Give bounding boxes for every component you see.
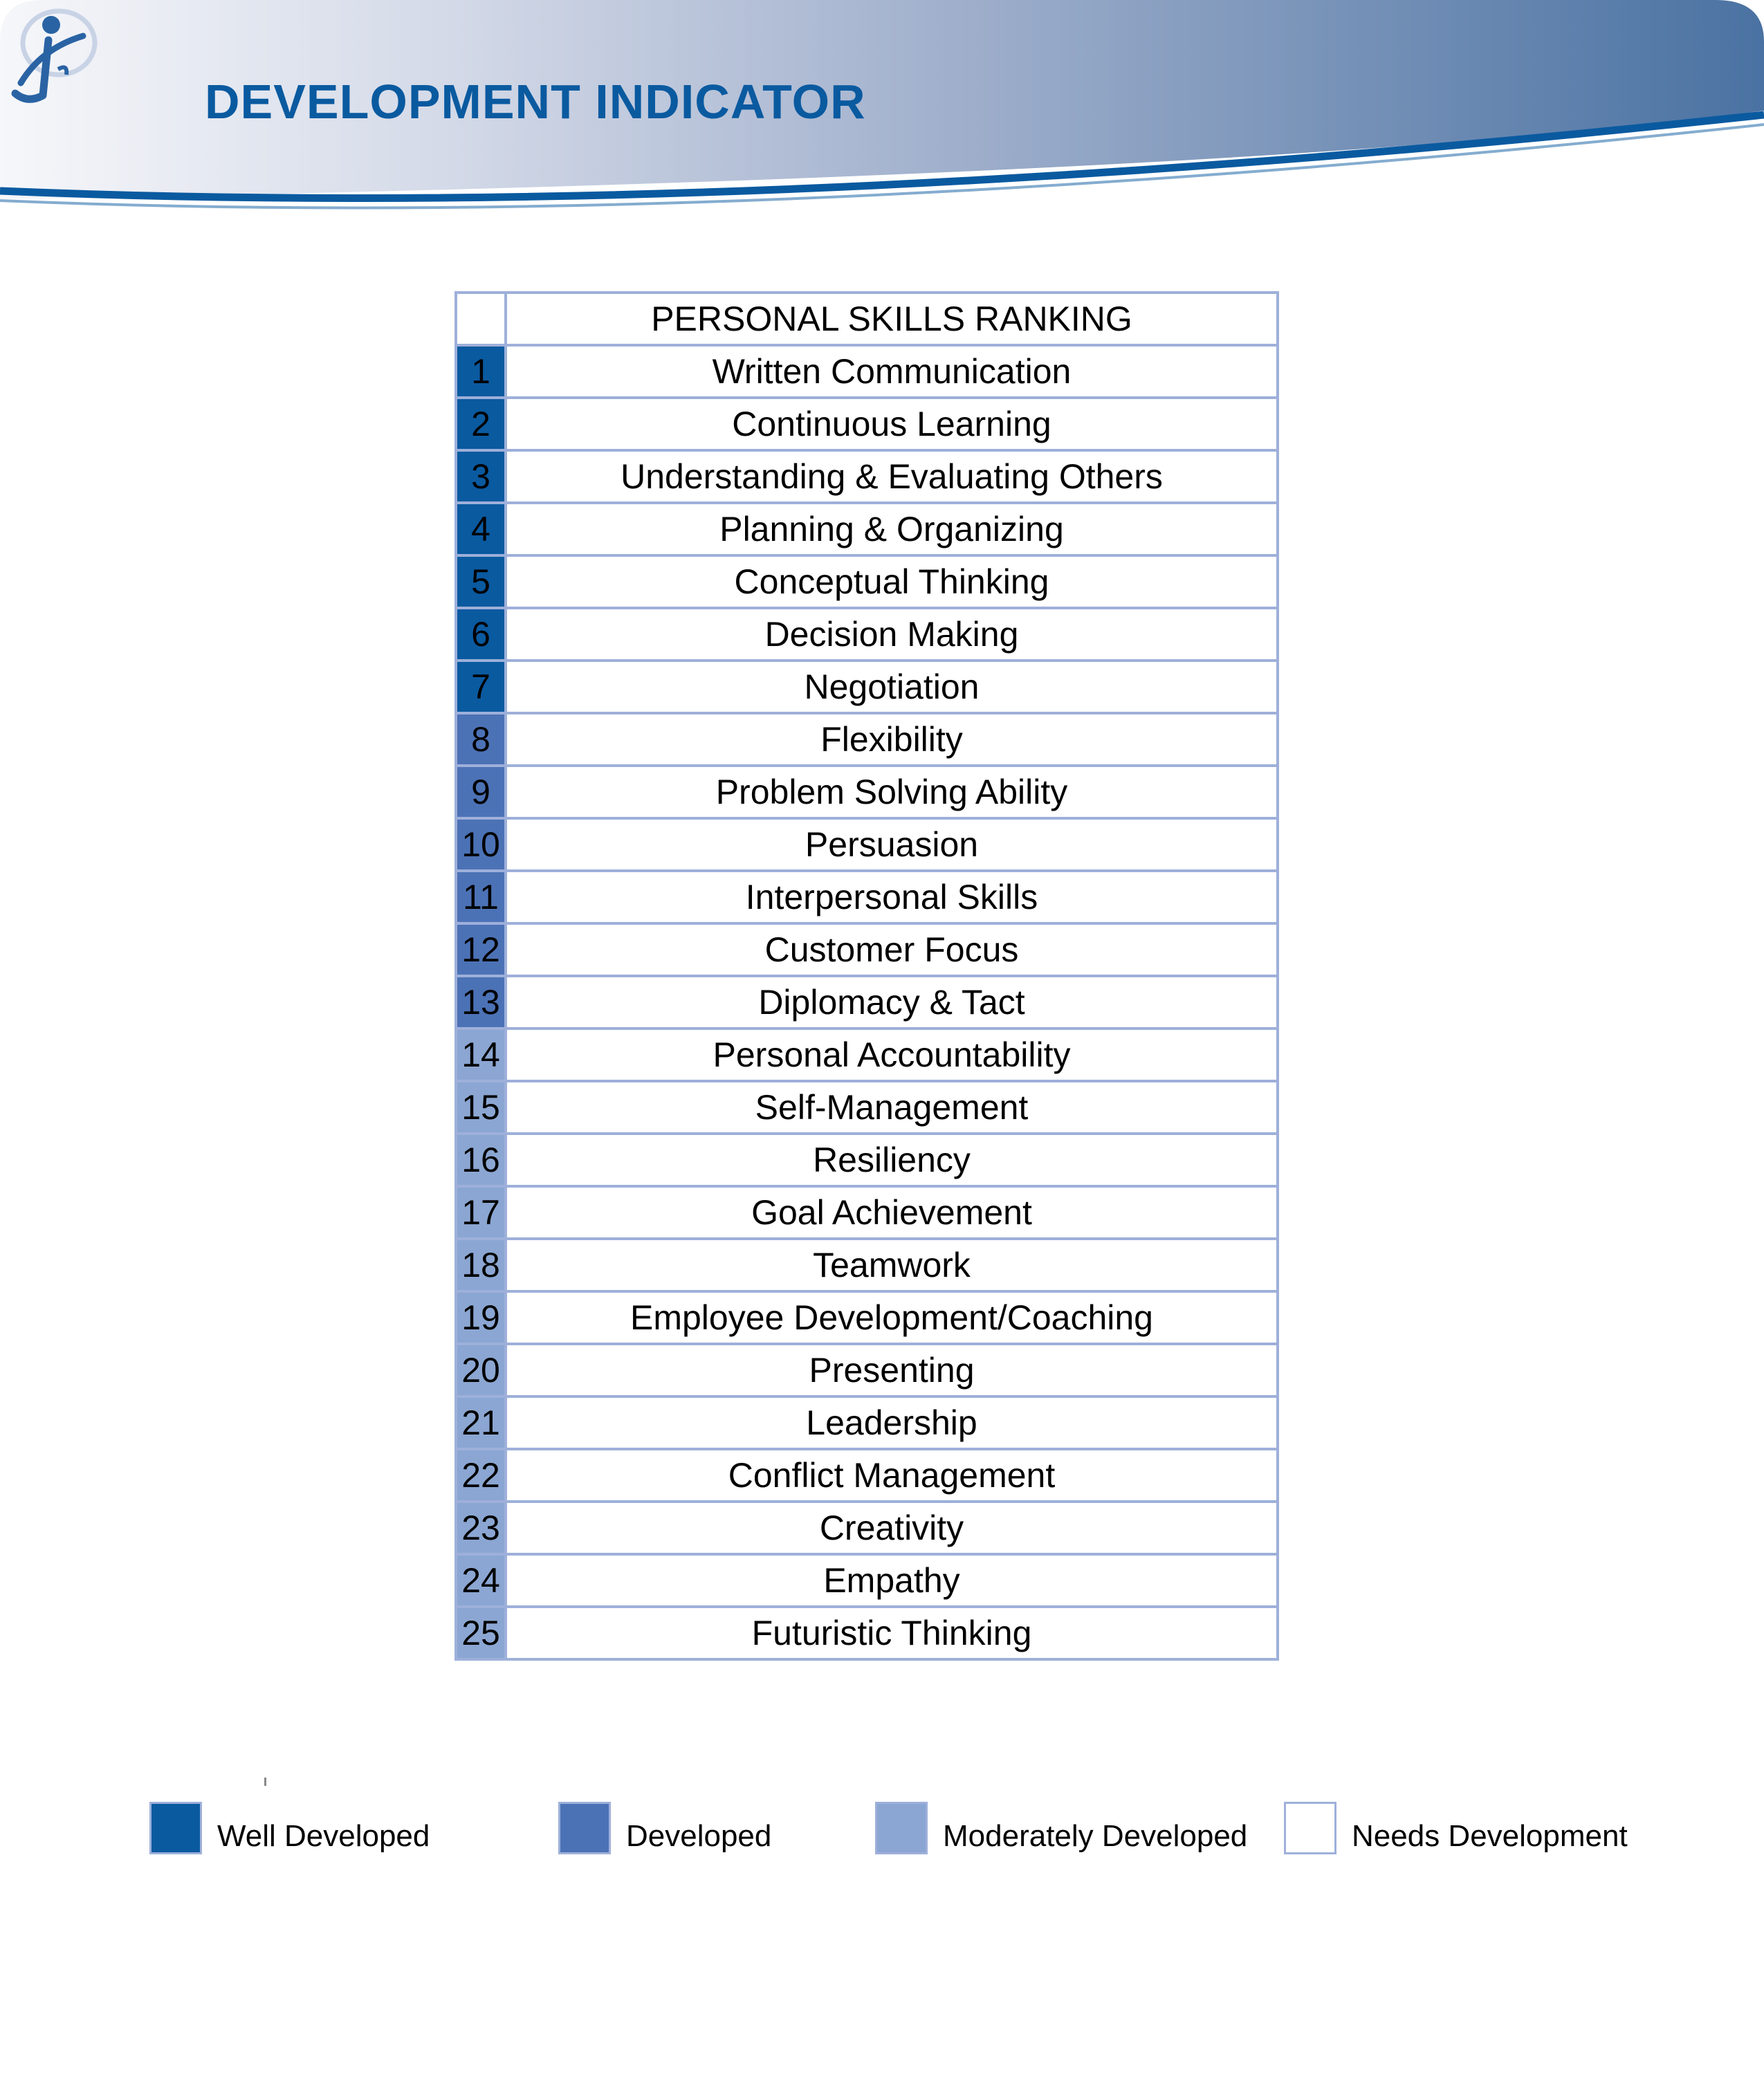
table-row	[456, 713, 1278, 766]
rank-number: 11	[456, 871, 506, 923]
rank-number: 10	[456, 818, 506, 871]
rank-number: 21	[456, 1396, 506, 1449]
legend-label: Well Developed	[217, 1819, 430, 1853]
rank-number: 13	[456, 976, 506, 1029]
rank-number: 18	[456, 1239, 506, 1291]
header-banner	[0, 0, 1764, 235]
skill-name: Conflict Management	[506, 1449, 1278, 1502]
skill-name: Employee Development/Coaching	[506, 1291, 1278, 1344]
skill-name: Creativity	[506, 1502, 1278, 1554]
table-row	[456, 976, 1278, 1029]
rank-number: 24	[456, 1554, 506, 1607]
rank-number: 14	[456, 1029, 506, 1081]
table-row	[456, 1134, 1278, 1186]
skill-name: Goal Achievement	[506, 1186, 1278, 1239]
table-row	[456, 766, 1278, 818]
skills-ranking-table	[454, 291, 1279, 1661]
skill-name: Leadership	[506, 1396, 1278, 1449]
table-row	[456, 503, 1278, 555]
table-row	[456, 398, 1278, 450]
table-row	[456, 555, 1278, 608]
rank-number: 4	[456, 503, 506, 555]
rank-number: 9	[456, 766, 506, 818]
table-row	[456, 1554, 1278, 1607]
table-row	[456, 1239, 1278, 1291]
skill-name: Personal Accountability	[506, 1029, 1278, 1081]
rank-number: 5	[456, 555, 506, 608]
skill-name: Planning & Organizing	[506, 503, 1278, 555]
skill-name: Conceptual Thinking	[506, 555, 1278, 608]
rank-number: 22	[456, 1449, 506, 1502]
skill-name: Teamwork	[506, 1239, 1278, 1291]
skill-name: Negotiation	[506, 661, 1278, 713]
legend-label: Developed	[626, 1819, 772, 1853]
table-row	[456, 1029, 1278, 1081]
skill-name: Resiliency	[506, 1134, 1278, 1186]
table-row	[456, 1396, 1278, 1449]
table-body	[456, 345, 1278, 1659]
divider-tick	[264, 1778, 266, 1786]
table-row	[456, 1449, 1278, 1502]
rank-number: 6	[456, 608, 506, 661]
rank-number: 12	[456, 923, 506, 976]
rank-number: 17	[456, 1186, 506, 1239]
rank-number: 20	[456, 1344, 506, 1396]
table-header: PERSONAL SKILLS RANKING	[506, 293, 1278, 345]
table-row	[456, 450, 1278, 503]
rank-number: 16	[456, 1134, 506, 1186]
table-row	[456, 1344, 1278, 1396]
rank-header-cell	[456, 293, 506, 345]
skill-name: Presenting	[506, 1344, 1278, 1396]
figure-logo-icon	[0, 0, 104, 111]
rank-number: 1	[456, 345, 506, 398]
skill-name: Interpersonal Skills	[506, 871, 1278, 923]
skill-name: Empathy	[506, 1554, 1278, 1607]
table-row	[456, 661, 1278, 713]
skill-name: Self-Management	[506, 1081, 1278, 1134]
rank-number: 8	[456, 713, 506, 766]
legend-swatch	[875, 1802, 928, 1854]
legend-label: Needs Development	[1352, 1819, 1628, 1853]
table-row	[456, 923, 1278, 976]
legend-swatch	[558, 1802, 611, 1854]
table-row	[456, 1186, 1278, 1239]
rank-number: 15	[456, 1081, 506, 1134]
skill-name: Futuristic Thinking	[506, 1607, 1278, 1659]
skill-name: Written Communication	[506, 345, 1278, 398]
table-row	[456, 608, 1278, 661]
skill-name: Understanding & Evaluating Others	[506, 450, 1278, 503]
page-title: DEVELOPMENT INDICATOR	[205, 75, 866, 129]
skill-name: Continuous Learning	[506, 398, 1278, 450]
table-row	[456, 1502, 1278, 1554]
skill-name: Problem Solving Ability	[506, 766, 1278, 818]
skill-name: Diplomacy & Tact	[506, 976, 1278, 1029]
skill-name: Persuasion	[506, 818, 1278, 871]
rank-number: 2	[456, 398, 506, 450]
table-row	[456, 345, 1278, 398]
rank-number: 19	[456, 1291, 506, 1344]
skill-name: Flexibility	[506, 713, 1278, 766]
legend-swatch	[149, 1802, 202, 1854]
skill-name: Decision Making	[506, 608, 1278, 661]
rank-number: 7	[456, 661, 506, 713]
table-row	[456, 1607, 1278, 1659]
rank-number: 23	[456, 1502, 506, 1554]
rank-number: 3	[456, 450, 506, 503]
skill-name: Customer Focus	[506, 923, 1278, 976]
legend-swatch	[1284, 1802, 1336, 1854]
legend-label: Moderately Developed	[943, 1819, 1248, 1853]
table-header-row	[456, 293, 1278, 345]
rank-number: 25	[456, 1607, 506, 1659]
table-row	[456, 1081, 1278, 1134]
table-row	[456, 818, 1278, 871]
table-row	[456, 871, 1278, 923]
table-row	[456, 1291, 1278, 1344]
